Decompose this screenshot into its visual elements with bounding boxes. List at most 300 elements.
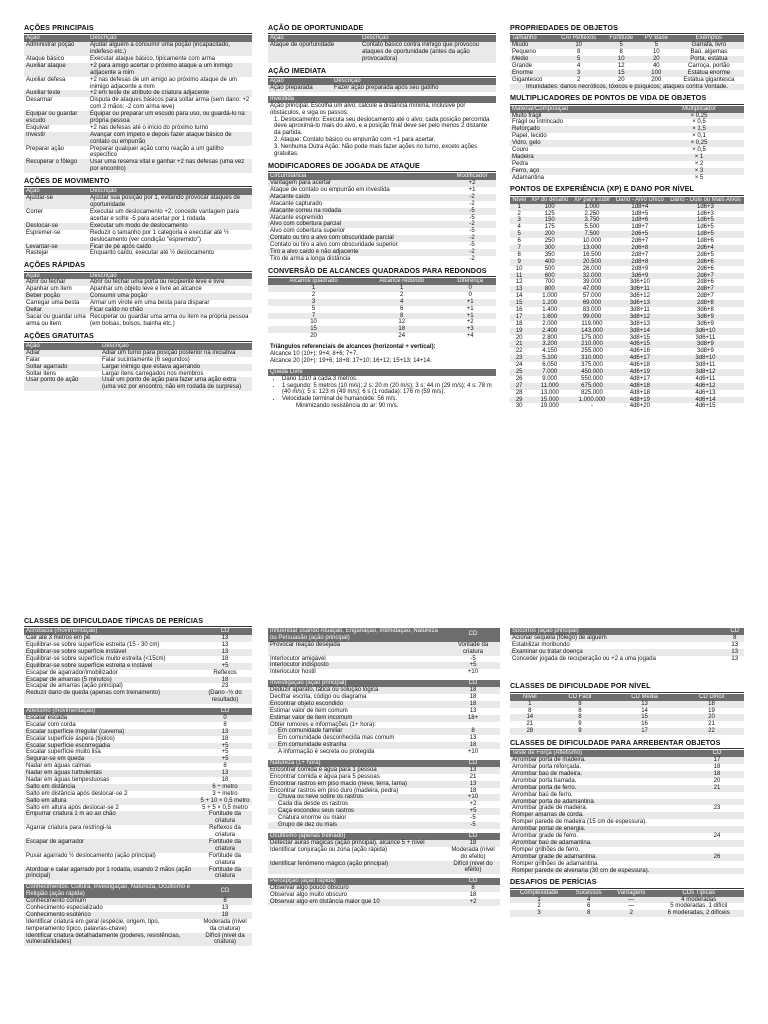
row-label: 23 bbox=[510, 355, 528, 362]
cell-value: 13 bbox=[731, 641, 739, 648]
cell-value: 8 bbox=[550, 701, 611, 708]
cell-value: Fortitude da criatura bbox=[198, 867, 252, 881]
table-row bbox=[268, 221, 496, 228]
row-label: Equilibrar-se sobre superfície estreita e instável bbox=[24, 663, 198, 670]
cell-value: 18 bbox=[446, 840, 500, 847]
cell-value: Fortitude da criatura bbox=[198, 811, 252, 825]
table-row bbox=[268, 749, 500, 756]
column-header: Exemplos bbox=[674, 35, 744, 42]
table-ocultismo bbox=[268, 833, 500, 874]
table-row bbox=[510, 245, 744, 252]
table-conversao-alcances bbox=[268, 267, 496, 340]
cell-value: 4d6+15 bbox=[695, 403, 716, 410]
row-label: Tiro a alvo caído e não adjacente bbox=[268, 249, 448, 256]
column-header: Sucessos bbox=[568, 890, 609, 897]
imediata-table bbox=[268, 78, 496, 92]
investida-text: Ação principal. Escolha um alvo; calcule a distância mínima, inclusive por obstáculos, e siga os passos: bbox=[270, 102, 466, 116]
table-header-row bbox=[268, 628, 500, 642]
row-label: 3 bbox=[268, 299, 359, 306]
row-label: 18 bbox=[515, 320, 523, 327]
table-header-row bbox=[24, 273, 252, 280]
xp-table bbox=[510, 197, 744, 411]
cell-value: 4 bbox=[568, 897, 609, 904]
row-label: Identificar fenômeno mágico (ação principal) bbox=[268, 861, 446, 875]
cell-value: 2d8+9 bbox=[631, 265, 649, 272]
arrebentar-table bbox=[510, 750, 744, 874]
table-atletismo bbox=[24, 708, 252, 880]
cell-value: 9.000 bbox=[542, 375, 558, 382]
row-label: Frágil ou intrincado bbox=[512, 119, 564, 126]
row-label: 21 bbox=[526, 721, 534, 728]
table-row bbox=[24, 63, 252, 77]
cell-value: 4 moderadas bbox=[653, 897, 744, 904]
cell-value: 3 bbox=[554, 70, 604, 77]
cell-value: +2 nas defesas até o início do próximo turno bbox=[90, 124, 209, 131]
table-row bbox=[24, 350, 252, 357]
cell-value: Executar um deslocamento +2; concede vantagem para acertar e sofre -5 para acertar por 1 rodada bbox=[90, 209, 239, 222]
cell-value: 0 bbox=[468, 291, 472, 298]
table-row bbox=[510, 217, 744, 224]
cell-value: 550.000 bbox=[581, 375, 603, 382]
cell-value: 20 bbox=[679, 714, 744, 721]
cell-value: 400 bbox=[528, 259, 571, 266]
cell-value: 5 bbox=[604, 42, 639, 49]
table-row bbox=[510, 771, 744, 778]
table-row bbox=[510, 826, 744, 833]
cell-value: 8 bbox=[198, 898, 252, 905]
table-row bbox=[510, 224, 744, 231]
table-row bbox=[268, 642, 500, 656]
principais-title: AÇÕES PRINCIPAIS bbox=[24, 24, 252, 34]
cell-value: 18 bbox=[690, 771, 744, 778]
column-header: Descrição bbox=[88, 273, 252, 280]
row-label: Conhecimento esotérico bbox=[24, 912, 198, 919]
row-label: Deitar bbox=[24, 307, 88, 314]
cell-value: Largar inimigo que estava agarrando bbox=[100, 364, 252, 371]
table-header-row bbox=[268, 833, 500, 840]
row-label: Arrombar portal de energia. bbox=[510, 826, 690, 833]
cell-value: 200 bbox=[651, 76, 662, 83]
cell-value: Reduzir o tamanho por 1 categoria e executar até ½ deslocamento (ver condição "espremido") bbox=[90, 229, 229, 243]
table-row bbox=[510, 175, 744, 182]
table-row bbox=[268, 722, 500, 729]
table-row bbox=[268, 899, 500, 906]
row-label: Salto em altura após deslocar-se 2 bbox=[26, 804, 119, 811]
table-row bbox=[268, 885, 500, 892]
table-row bbox=[268, 42, 496, 63]
triangulos-title: Triângulos referenciais de alcances (horizontal + vertical): bbox=[270, 344, 436, 351]
table-footer: Imunidades: danos necróticos, tóxicos e psíquicos; ataques contra Vontade. bbox=[510, 84, 744, 91]
row-label: Usar ponto de ação bbox=[24, 377, 100, 391]
column-header: Influenciar usando Atuação, Enganação, Intimidação, Natureza ou Persuasão (ação principal) bbox=[268, 628, 446, 642]
table-row bbox=[510, 847, 744, 854]
row-label: Ataque de contato ou empurrão em investida bbox=[270, 186, 390, 193]
row-label: 15 bbox=[510, 300, 528, 307]
cell-value: 20 bbox=[617, 76, 625, 83]
table-acoes-rapidas bbox=[24, 261, 252, 327]
arrebentar-title: CLASSES DE DIFICULDADE PARA ARREBENTAR OBJETOS bbox=[510, 739, 744, 749]
table-row bbox=[24, 663, 252, 670]
table-header-row bbox=[510, 694, 744, 701]
cell-value: Reflexos bbox=[213, 669, 237, 676]
row-label: Vantagem para acertar bbox=[268, 180, 448, 187]
row-label: Arrombar porta de ferro. bbox=[510, 785, 690, 792]
table-row bbox=[24, 209, 252, 223]
row-label: Rastejar bbox=[26, 250, 49, 257]
row-label: Identificar conjuração ou zona (ação rápida) bbox=[270, 846, 388, 853]
movimento-title: AÇÕES DE MOVIMENTO bbox=[24, 177, 252, 187]
cell-value: -5 bbox=[470, 815, 476, 822]
table-row bbox=[510, 728, 744, 735]
row-label: Decifrar escrita, código ou diagrama bbox=[270, 694, 367, 701]
table-header-row bbox=[268, 680, 500, 687]
cell-value: Apanhar um objeto leve e livre ao alcance bbox=[90, 286, 202, 293]
cell-value: 1d8+4 bbox=[613, 204, 667, 211]
row-label: Auxiliar teste bbox=[24, 90, 88, 97]
cell-value: 1d8+5 bbox=[631, 210, 649, 217]
queda-item-1: • Dano 1d10 a cada 3 metros. bbox=[282, 376, 496, 383]
table-row bbox=[268, 292, 496, 299]
cell-value: 600 bbox=[528, 273, 571, 280]
row-label: Escalar superfície muito lisa bbox=[26, 749, 101, 756]
cell-value: 24 bbox=[398, 333, 406, 340]
cell-value: 825.000 bbox=[581, 389, 603, 396]
table-footer-row bbox=[510, 84, 744, 91]
row-label: 30 bbox=[515, 403, 523, 410]
row-label: Abrir ou fechar bbox=[24, 279, 88, 286]
table-header-row bbox=[24, 188, 252, 195]
row-label: Levantar-se bbox=[24, 244, 88, 251]
cell-value: Porta, estátua bbox=[674, 56, 744, 63]
cell-value: 3d6+10 bbox=[629, 279, 650, 286]
table-row bbox=[24, 125, 252, 132]
cell-value: 4d6+13 bbox=[695, 389, 716, 396]
cell-value: Abrir ou fechar uma porta ou recipiente leve e livre bbox=[88, 279, 252, 286]
cell-value: 3d8+14 bbox=[613, 328, 667, 335]
rapidas-table bbox=[24, 273, 252, 328]
investida-step-2: 2. Ataque: Contato básico ou empurrão com +1 para acertar. bbox=[274, 137, 436, 144]
table-row bbox=[24, 195, 252, 209]
table-row bbox=[510, 833, 744, 840]
column-header: CDs Típicas bbox=[653, 890, 744, 897]
table-row bbox=[510, 910, 744, 917]
table-socorros bbox=[510, 628, 744, 662]
cell-value: +2 bbox=[448, 180, 496, 187]
propriedades-table bbox=[510, 35, 744, 90]
row-label: Escalar superfície áspera (tijolos) bbox=[26, 735, 115, 742]
cell-value: 4d8+18 bbox=[629, 389, 650, 396]
row-label: 6 bbox=[517, 238, 521, 245]
cell-value: 8 bbox=[446, 728, 500, 735]
row-label: Escapar de amarras (ação principal) bbox=[26, 683, 123, 690]
cell-value: 3d8+12 bbox=[613, 314, 667, 321]
table-header-row bbox=[24, 35, 252, 42]
row-label: 15 bbox=[268, 326, 359, 333]
row-label: Ação preparada bbox=[268, 85, 332, 92]
table-row bbox=[24, 677, 252, 684]
cell-value: Moderada (nível do efeito) bbox=[451, 846, 495, 860]
table-row bbox=[510, 211, 744, 218]
table-row bbox=[24, 300, 252, 307]
cell-value: 2d6+7 bbox=[667, 273, 744, 280]
column-header: Ação bbox=[24, 343, 100, 350]
cell-value: × 2 bbox=[694, 160, 704, 167]
table-row bbox=[510, 701, 744, 708]
natureza-table bbox=[268, 760, 500, 829]
table-row bbox=[510, 792, 744, 799]
table-conhecimentos bbox=[24, 884, 252, 946]
cell-value: 3d8+12 bbox=[667, 369, 744, 376]
row-label: Empurrar criatura 1 m ao ao chão bbox=[24, 811, 198, 825]
table-row bbox=[268, 781, 500, 788]
row-label: Em comunidade desconhecida mas comum bbox=[278, 735, 395, 742]
table-row bbox=[510, 279, 744, 286]
row-label: Estimar valor de item incomum bbox=[268, 715, 446, 722]
column-header: Descrição bbox=[100, 343, 252, 350]
cell-value: 13 bbox=[726, 649, 744, 656]
cell-value: 15 bbox=[604, 70, 639, 77]
column-header: Multiplicador bbox=[654, 106, 744, 113]
row-label: Vidro, gelo bbox=[510, 140, 654, 147]
cell-value: Adiar um turno para posição posterior na iniciativa bbox=[100, 350, 252, 357]
cell-value: 83.000 bbox=[582, 307, 602, 314]
cell-value: 20 bbox=[639, 56, 674, 63]
rapidas-title: AÇÕES RÁPIDAS bbox=[24, 261, 252, 271]
row-label: Deslocar-se bbox=[24, 223, 88, 230]
row-label: Grupo de dez ou mais bbox=[268, 822, 446, 829]
row-label: 2 bbox=[311, 291, 316, 298]
table-row bbox=[268, 840, 500, 847]
cell-value: -2 bbox=[469, 200, 475, 207]
table-row bbox=[24, 371, 252, 378]
table-row bbox=[24, 656, 252, 663]
table-row bbox=[268, 701, 500, 708]
cell-value bbox=[690, 847, 744, 854]
bottom-column-2 bbox=[268, 628, 500, 910]
cell-value: 5.500 bbox=[584, 224, 600, 231]
cell-value: × 0,5 bbox=[692, 119, 706, 126]
table-acoes-movimento bbox=[24, 177, 252, 257]
investida-step-1: 1. Deslocamento: Executa seu deslocamento até o alvo; cada posição percorrida deve aproximá-lo mais do alvo, e a posição final deve ser pelo menos 2 distante da partida. bbox=[274, 116, 490, 137]
cell-value: Avançar com ímpeto e depois fazer ataque básico de contato ou empurrão bbox=[88, 132, 252, 146]
row-label: Arrombar grade de madeira. bbox=[512, 805, 588, 812]
table-row bbox=[268, 687, 500, 694]
cell-value: 15 bbox=[610, 714, 679, 721]
column-header: Circunstância bbox=[268, 173, 448, 180]
column-3 bbox=[510, 24, 744, 414]
table-propriedades-objetos bbox=[510, 24, 744, 90]
column-header: Tamanho bbox=[510, 35, 554, 42]
cell-value: 300 bbox=[528, 245, 571, 252]
table-row bbox=[268, 242, 496, 249]
cell-value: Preparar qualquer ação como reação a um gatilho específico bbox=[90, 145, 224, 159]
table-row bbox=[268, 708, 500, 715]
row-label: 4 bbox=[517, 224, 521, 231]
row-label: Equipar ou guardar escudo bbox=[24, 111, 88, 125]
cell-value: Executar ataque básico, tipicamente com arma bbox=[90, 55, 216, 62]
row-label: Esquivar bbox=[26, 124, 50, 131]
cell-value: 2d8+7 bbox=[696, 293, 714, 300]
row-label: 8 bbox=[517, 251, 521, 258]
cell-value: 21 bbox=[469, 773, 477, 780]
row-label: Interlocutor indisposto bbox=[268, 662, 446, 669]
table-row bbox=[510, 70, 744, 77]
table-row bbox=[510, 42, 744, 49]
cell-value: 1d6+3 bbox=[696, 210, 714, 217]
cell-value: 3d6+9 bbox=[667, 314, 744, 321]
table-row bbox=[24, 919, 252, 933]
cell-value: × 0,25 bbox=[654, 113, 744, 120]
cell-value: 119.000 bbox=[581, 320, 603, 327]
cell-value: 250 bbox=[544, 238, 555, 245]
cell-value: 2d8+8 bbox=[667, 300, 744, 307]
row-label: Identificar criatura detalhadamente (poderes, resistências, vulnerabilidades) bbox=[24, 933, 198, 947]
row-label: Romper grilhões de ferro. bbox=[512, 846, 581, 853]
row-label: Chuva ou neve sobre os rastros bbox=[268, 794, 446, 801]
row-label: Conceder jogada de recuperação ou +2 a uma jogada bbox=[512, 655, 656, 662]
table-row bbox=[510, 897, 744, 904]
socorros-table bbox=[510, 628, 744, 662]
cell-value: 13 bbox=[221, 905, 229, 912]
cell-value: 2d6+5 bbox=[613, 231, 667, 238]
row-label: Cada dia desde os rastros bbox=[278, 801, 349, 808]
table-row bbox=[510, 348, 744, 355]
row-label: Papel, tecido bbox=[512, 133, 547, 140]
table-row bbox=[24, 314, 252, 328]
table-row bbox=[268, 299, 496, 306]
cell-value: 4d6+17 bbox=[613, 355, 667, 362]
cell-value: 675.000 bbox=[571, 383, 613, 390]
row-label: 12 bbox=[515, 279, 523, 286]
column-header: Dano - Dois ou Mais Alvos bbox=[667, 197, 744, 204]
row-label: 3 bbox=[510, 910, 568, 917]
table-row bbox=[510, 383, 744, 390]
table-row bbox=[510, 635, 744, 642]
table-header-row bbox=[268, 878, 500, 885]
cell-value: 5.100 bbox=[528, 355, 571, 362]
table-row bbox=[24, 159, 252, 173]
conversao-table bbox=[268, 278, 496, 340]
table-row bbox=[510, 355, 744, 362]
cell-value: 10 bbox=[652, 49, 660, 56]
table-header-row bbox=[510, 35, 744, 42]
cell-value: 2d6+6 bbox=[696, 265, 714, 272]
row-label: Observar algo em distância maior que 10 bbox=[268, 899, 446, 906]
row-label: Atacante correu na rodada bbox=[268, 208, 448, 215]
table-header-row bbox=[268, 173, 496, 180]
cell-value: +3 bbox=[444, 326, 496, 333]
column-header: Teste de Força (Atletismo) bbox=[510, 750, 690, 757]
cell-value: 5 bbox=[554, 56, 604, 63]
row-label: Falar bbox=[26, 356, 40, 363]
column-header: CD bbox=[446, 628, 500, 642]
table-header-row bbox=[510, 106, 744, 113]
cell-value: 1.200 bbox=[528, 300, 571, 307]
cell-value: 1d8+7 bbox=[631, 224, 649, 231]
cell-value: Usar uma reserva vital e ganhar +2 nas defesas (uma vez por encontro) bbox=[88, 159, 252, 173]
cell-value: +2 nas defesas de um amigo ao próximo ataque de um inimigo adjacente a mim bbox=[90, 76, 237, 90]
column-header: Ação bbox=[268, 35, 360, 42]
cell-value: 5 moderadas, 1 difícil bbox=[670, 903, 728, 910]
column-header: Investigação (ação principal) bbox=[268, 680, 446, 687]
cell-value: 375.000 bbox=[581, 362, 603, 369]
row-label: Arrombar porta de adamantina. bbox=[510, 799, 690, 806]
table-row bbox=[24, 279, 252, 286]
row-label: Caça escondeu seus rastros bbox=[268, 808, 446, 815]
column-header: CD bbox=[198, 628, 252, 635]
cell-value: 13 bbox=[446, 767, 500, 774]
table-row bbox=[510, 273, 744, 280]
column-header: Ação bbox=[268, 78, 332, 85]
column-header: CD Difícil bbox=[679, 694, 744, 701]
table-row bbox=[268, 249, 496, 256]
table-row bbox=[24, 97, 252, 111]
cell-value: 350 bbox=[544, 251, 555, 258]
column-header: Atletismo (movimentação) bbox=[24, 708, 198, 715]
imediata-title: AÇÃO IMEDIATA bbox=[268, 67, 496, 77]
cell-value bbox=[690, 861, 744, 868]
cell-value: 2d6+6 bbox=[667, 259, 744, 266]
column-header: Ação bbox=[24, 188, 88, 195]
cell-value: 3d8+9 bbox=[667, 341, 744, 348]
column-header: Vantagens bbox=[609, 890, 653, 897]
table-row bbox=[510, 154, 744, 161]
cell-value: 2 bbox=[577, 76, 581, 83]
table-row bbox=[24, 763, 252, 770]
cell-value: 0 bbox=[444, 285, 496, 292]
table-acoes-gratuitas bbox=[24, 332, 252, 392]
row-label: 16 bbox=[515, 307, 523, 314]
row-label: Identificar criatura em geral (espécie, origem, tipo, temperamento típico, palavras-chave) bbox=[26, 918, 160, 932]
row-label: Romper grilhões de adamantina. bbox=[512, 860, 600, 867]
row-label: Administrar poção bbox=[24, 42, 88, 56]
row-label: Provocar reação desejada bbox=[268, 642, 446, 656]
cell-value: -5 bbox=[469, 242, 475, 249]
table-row bbox=[510, 56, 744, 63]
triangulos-line-2: Alcance 20 (20+): 19+6; 18+8; 17+10; 16+12; 15+13; 14+14. bbox=[270, 357, 432, 364]
cell-value: 19 bbox=[708, 707, 715, 714]
column-header: CD bbox=[446, 878, 500, 885]
row-label: Nadar em águas tempestuosas bbox=[26, 776, 110, 783]
table-row bbox=[268, 735, 500, 742]
table-xp-dano bbox=[510, 185, 744, 410]
table-row bbox=[24, 111, 252, 125]
cell-value: 17 bbox=[690, 757, 744, 764]
cell-value: 13 bbox=[469, 707, 477, 714]
table-row bbox=[268, 774, 500, 781]
cell-value: 18 bbox=[446, 687, 500, 694]
cell-value: 3d6+10 bbox=[667, 328, 744, 335]
table-row bbox=[510, 300, 744, 307]
table-row bbox=[510, 133, 744, 140]
influenciar-table bbox=[268, 628, 500, 676]
cell-value: 18 bbox=[469, 694, 477, 701]
table-cd-por-nivel bbox=[510, 682, 744, 735]
cell-value: 5 bbox=[639, 42, 674, 49]
cell-value: 18 bbox=[221, 655, 229, 662]
cell-value: 13 bbox=[198, 770, 252, 777]
table-row bbox=[268, 85, 496, 92]
cell-value: 100 bbox=[639, 70, 674, 77]
cell-value: 10 bbox=[604, 56, 639, 63]
cell-value: 12 bbox=[617, 62, 625, 69]
cell-value: 5 + 10 × 0,5 metro bbox=[198, 798, 252, 805]
row-label: 20 bbox=[310, 333, 317, 340]
cell-value: Fazer ação preparada após seu gatilho bbox=[332, 85, 496, 92]
table-row bbox=[510, 113, 744, 120]
row-label: Desarmar bbox=[26, 97, 53, 104]
column-header: CD bbox=[446, 833, 500, 840]
